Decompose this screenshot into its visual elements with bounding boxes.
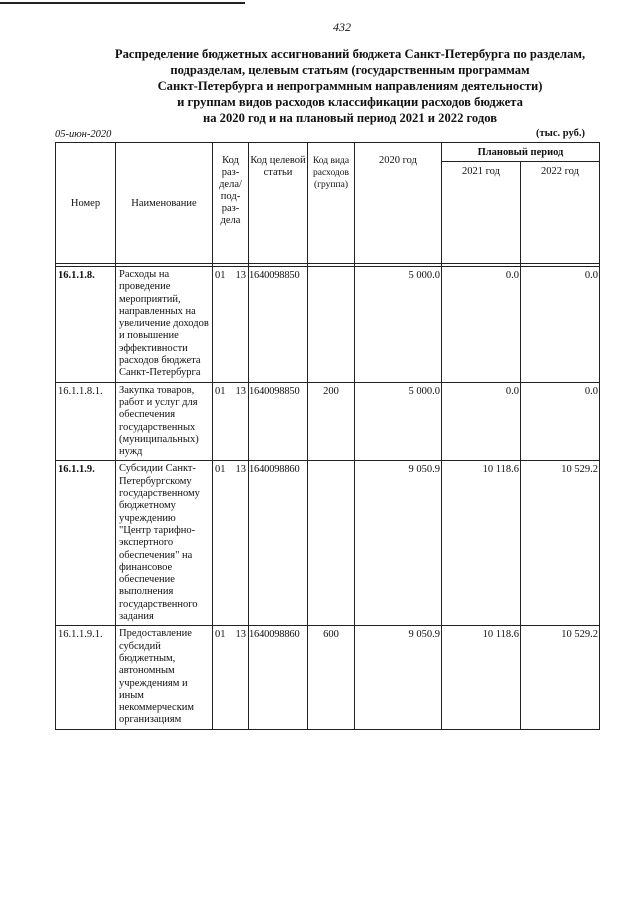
row-number: 16.1.1.8.1. [56, 382, 116, 461]
row-target-code: 1640098850 [249, 382, 308, 461]
header-year-2020: 2020 год [355, 143, 442, 264]
row-target-code: 1640098860 [249, 461, 308, 626]
row-name: Расходы на проведение мероприятий, направленных на увеличение доходов и повышение эффективности расходов бюджета Санкт-Петербурга [116, 267, 213, 383]
table-row [56, 626, 600, 729]
row-amount-2021: 10 118.6 [442, 626, 521, 729]
row-target-code: 1640098850 [249, 267, 308, 383]
top-rule [0, 2, 245, 4]
row-section: 01 [215, 629, 226, 641]
header-group-code: Код вида расходов (группа) [308, 143, 355, 264]
header-row [56, 143, 600, 162]
budget-table [55, 142, 600, 730]
table-body [56, 264, 600, 730]
row-section: 01 [215, 385, 226, 397]
header-planned-period: Плановый период [442, 143, 600, 162]
row-group-code [308, 267, 355, 383]
row-name: Субсидии Санкт-Петербургскому государственному бюджетному учреждению "Центр тарифно-экспертного обеспечения" на финансовое обеспечение выполнения государственного задания [116, 461, 213, 626]
header-number: Номер [56, 143, 116, 264]
title-line: Санкт-Петербурга и непрограммным направлениям деятельности) [157, 79, 543, 93]
row-section-code [213, 382, 249, 461]
row-amount-2022: 0.0 [521, 267, 600, 383]
row-name: Предоставление субсидий бюджетным, автономным учреждениям и иным некоммерческим организациям [116, 626, 213, 729]
row-amount-2020: 5 000.0 [355, 267, 442, 383]
row-section-code [213, 461, 249, 626]
row-name: Закупка товаров, работ и услуг для обеспечения государственных (муниципальных) нужд [116, 382, 213, 461]
row-group-code: 200 [308, 382, 355, 461]
row-amount-2020: 9 050.9 [355, 461, 442, 626]
document-title [60, 46, 640, 126]
row-section: 01 [215, 464, 226, 476]
title-line: Распределение бюджетных ассигнований бюджета Санкт-Петербурга по разделам, [114, 47, 586, 61]
header-section-code: Код раз-дела/ под-раз-дела [213, 143, 249, 264]
row-section-code [213, 267, 249, 383]
row-number: 16.1.1.8. [56, 267, 116, 383]
row-number: 16.1.1.9.1. [56, 626, 116, 729]
row-subsection: 13 [235, 270, 246, 281]
row-amount-2021: 0.0 [442, 267, 521, 383]
table-row [56, 461, 600, 626]
title-line: на 2020 год и на плановый период 2021 и 2022 годов [202, 111, 498, 125]
header-name: Наименование [116, 143, 213, 264]
row-amount-2020: 9 050.9 [355, 626, 442, 729]
row-amount-2022: 0.0 [521, 382, 600, 461]
document-date: 05-июн-2020 [55, 129, 112, 140]
row-amount-2020: 5 000.0 [355, 382, 442, 461]
header-year-2022: 2022 год [521, 162, 600, 264]
row-section: 01 [215, 270, 226, 281]
units-label: (тыс. руб.) [536, 128, 585, 139]
row-amount-2022: 10 529.2 [521, 461, 600, 626]
title-line: и группам видов расходов классификации расходов бюджета [177, 95, 523, 109]
row-subsection: 13 [235, 629, 246, 641]
row-group-code [308, 461, 355, 626]
header-target-code: Код целевой статьи [249, 143, 308, 264]
title-line: подразделам, целевым статьям (государственным программам [170, 63, 530, 77]
row-section-code [213, 626, 249, 729]
row-number: 16.1.1.9. [56, 461, 116, 626]
table-row [56, 267, 600, 383]
row-amount-2022: 10 529.2 [521, 626, 600, 729]
row-subsection: 13 [235, 385, 246, 397]
header-year-2021: 2021 год [442, 162, 521, 264]
row-amount-2021: 0.0 [442, 382, 521, 461]
table-row [56, 382, 600, 461]
page-number: 432 [333, 20, 351, 34]
row-subsection: 13 [235, 464, 246, 476]
row-target-code: 1640098860 [249, 626, 308, 729]
row-group-code: 600 [308, 626, 355, 729]
row-amount-2021: 10 118.6 [442, 461, 521, 626]
